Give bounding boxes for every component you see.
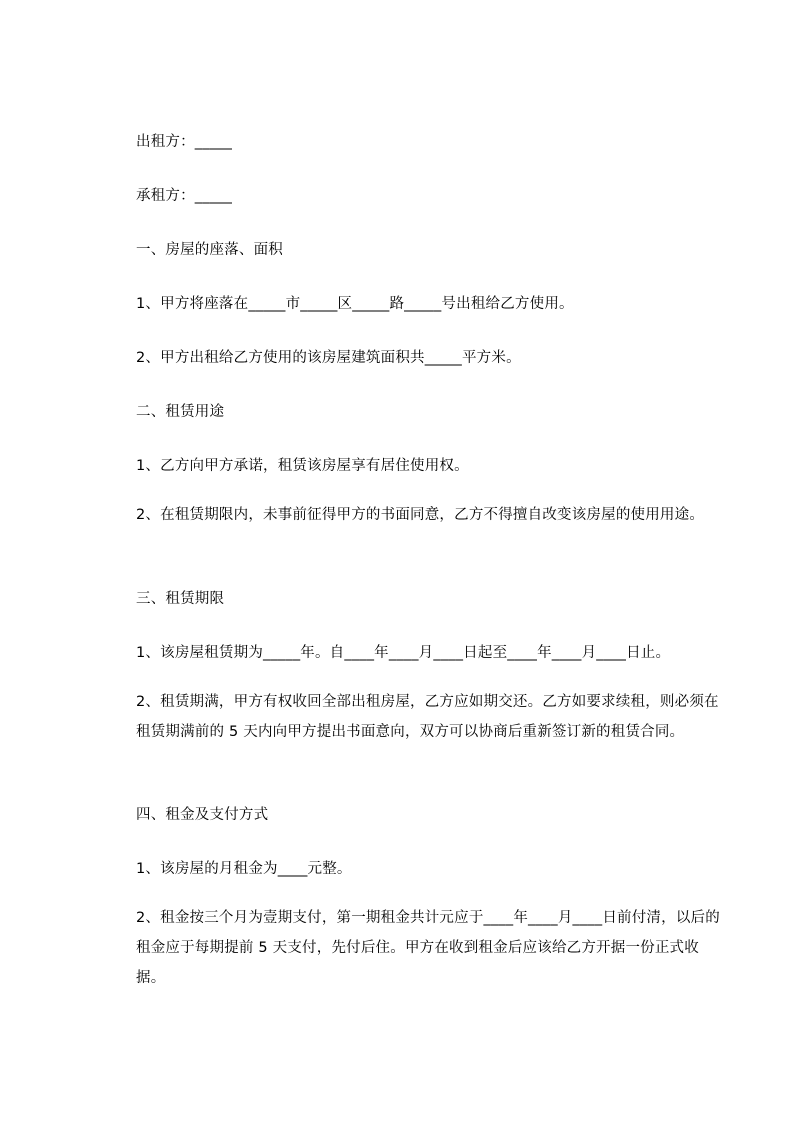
- section-4-item-1: 1、该房屋的月租金为____元整。: [136, 861, 352, 877]
- lessor-line: 出租方：_____: [136, 134, 233, 150]
- section-4-heading: 四、租金及支付方式: [136, 807, 269, 823]
- section-3-item-2: 2、租赁期满，甲方有权收回全部出租房屋，乙方应如期交还。乙方如要求续租，则必须在租赁期满前的 5 天内向甲方提出书面意向，双方可以协商后重新签订新的租赁合同。: [136, 694, 719, 740]
- section-2-item-2: 2、在租赁期限内，未事前征得甲方的书面同意，乙方不得擅自改变该房屋的使用用途。: [136, 507, 705, 523]
- lessee-line: 承租方：_____: [136, 188, 233, 204]
- section-4-item-2: 2、租金按三个月为壹期支付，第一期租金共计元应于____年____月____日前付清，以后的租金应于每期提前 5 天支付，先付后住。甲方在收到租金后应该给乙方开据一份正式收据。: [136, 910, 720, 986]
- section-2-heading: 二、租赁用途: [136, 404, 225, 420]
- section-3-item-1: 1、该房屋租赁期为_____年。自____年____月____日起至____年____月____日止。: [136, 645, 671, 661]
- section-1-item-2: 2、甲方出租给乙方使用的该房屋建筑面积共_____平方米。: [136, 350, 521, 366]
- section-1-heading: 一、房屋的座落、面积: [136, 242, 283, 258]
- section-1-item-1: 1、甲方将座落在_____市_____区_____路_____号出租给乙方使用。: [136, 296, 574, 312]
- section-2-item-1: 1、乙方向甲方承诺，租赁该房屋享有居住使用权。: [136, 458, 469, 474]
- section-3-heading: 三、租赁期限: [136, 591, 225, 607]
